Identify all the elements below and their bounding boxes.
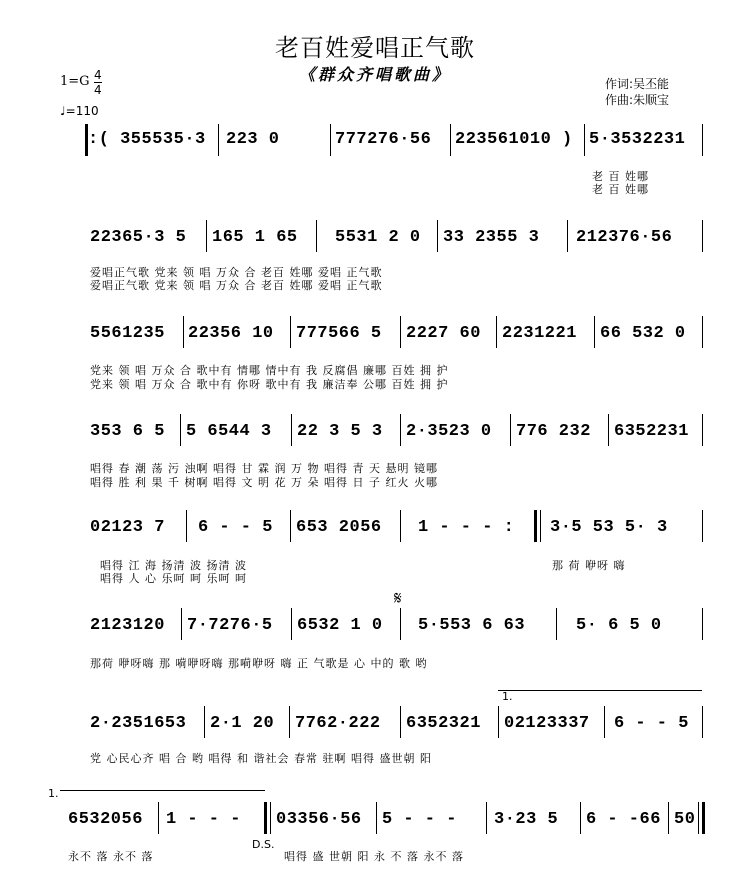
- time-signature-top: 4: [94, 68, 102, 82]
- lyric-line-8a: 永不 落 永不 落: [68, 850, 154, 863]
- barline: [702, 608, 703, 640]
- measure-2-5: 212376·56: [576, 228, 673, 247]
- lyric-line-1b: 老 百 姓哪: [592, 183, 649, 196]
- barline: [450, 124, 451, 156]
- barline: [290, 510, 291, 542]
- lyric-line-8b: 唱得 盛 世朝 阳 永 不 落 永不 落: [284, 850, 464, 863]
- measure-1-2: 223 0: [226, 130, 280, 149]
- measure-4-4: 2·3523 0: [406, 422, 492, 441]
- measure-8-3: 03356·56: [276, 810, 362, 829]
- lyric-line-1a: 老 百 姓哪: [592, 170, 649, 183]
- barline: [604, 706, 605, 738]
- measure-7-6: 6 - - 5: [614, 714, 689, 733]
- barline: [183, 316, 184, 348]
- barline: [186, 510, 187, 542]
- measure-6-4: 5·553 6 63: [418, 616, 526, 635]
- volta-last-label: 1.: [48, 787, 59, 800]
- measure-6-3: 6532 1 0: [297, 616, 383, 635]
- measure-6-5: 5· 6 5 0: [576, 616, 662, 635]
- barline: [316, 220, 317, 252]
- lyric-line-3a: 党来 领 唱 万众 合 歌中有 情哪 情中有 我 反腐倡 廉哪 百姓 拥 护: [90, 364, 449, 377]
- measure-2-2: 165 1 65: [212, 228, 298, 247]
- measure-3-4: 2227 60: [406, 324, 481, 343]
- time-signature-bottom: 4: [94, 83, 102, 97]
- measure-6-2: 7·7276·5: [187, 616, 273, 635]
- barline: [510, 414, 511, 446]
- lyric-line-2a: 爱唱正气歌 党来 领 唱 万众 合 老百 姓哪 爱唱 正气歌: [90, 266, 383, 279]
- barline: [206, 220, 207, 252]
- measure-5-4: 1 - - - :: [418, 518, 515, 537]
- barline: [496, 316, 497, 348]
- measure-6-1: 2123120: [90, 616, 165, 635]
- measure-1-4: 223561010 ): [455, 130, 573, 149]
- measure-5-2: 6 - - 5: [198, 518, 273, 537]
- barline: [290, 316, 291, 348]
- barline: [702, 124, 703, 156]
- song-subtitle: 《群众齐唱歌曲》: [298, 65, 451, 84]
- composer-credit: 作曲:朱顺宝: [605, 93, 670, 107]
- measure-1-5: 5·3532231: [589, 130, 686, 149]
- barline: [594, 316, 595, 348]
- lyric-line-4b: 唱得 胜 利 果 千 树啊 唱得 文 明 花 万 朵 唱得 日 子 红火 火哪: [90, 476, 438, 489]
- barline: [180, 414, 181, 446]
- barline: [668, 802, 669, 834]
- barline: [400, 316, 401, 348]
- measure-3-5: 2231221: [502, 324, 577, 343]
- measure-2-3: 5531 2 0: [335, 228, 421, 247]
- key-signature: 1=G: [60, 74, 90, 89]
- measure-3-1: 5561235: [90, 324, 165, 343]
- barline: [540, 510, 541, 542]
- final-barline-thin: [698, 802, 699, 834]
- lyricist-credit: 作词:吴丕能: [605, 77, 670, 91]
- barline: [702, 414, 703, 446]
- final-barline-thick: [702, 802, 705, 834]
- barline: [376, 802, 377, 834]
- barline: [218, 124, 219, 156]
- measure-8-5: 3·23 5: [494, 810, 559, 829]
- barline: [270, 802, 271, 834]
- measure-1-3: 777276·56: [335, 130, 432, 149]
- lyric-line-3b: 党来 领 唱 万众 合 歌中有 你呀 歌中有 我 廉洁奉 公哪 百姓 拥 护: [90, 378, 449, 391]
- measure-4-5: 776 232: [516, 422, 591, 441]
- lyric-line-4a: 唱得 春 潮 荡 污 浊啊 唱得 甘 霖 润 万 物 唱得 青 天 悬明 镜哪: [90, 462, 438, 475]
- time-signature: [94, 68, 102, 97]
- dal-segno-mark: D.S.: [252, 838, 275, 851]
- barline: [400, 706, 401, 738]
- measure-1-1: :( 355535·3: [88, 130, 206, 149]
- lyric-line-7: 党 心民心齐 唱 合 哟 唱得 和 谐社会 春常 驻啊 唱得 盛世朝 阳: [90, 752, 432, 765]
- measure-8-2: 1 - - -: [166, 810, 241, 829]
- measure-5-1: 02123 7: [90, 518, 165, 537]
- barline: [702, 510, 703, 542]
- barline: [400, 510, 401, 542]
- end-repeat-barline: [534, 510, 537, 542]
- measure-7-2: 2·1 20: [210, 714, 275, 733]
- barline: [702, 220, 703, 252]
- lyric-line-6: 那荷 咿呀嗨 那 嗬咿呀嗨 那嗬咿呀 嗨 正 气歌是 心 中的 歌 哟: [90, 657, 428, 670]
- measure-8-7: 50: [674, 810, 696, 829]
- measure-5-3: 653 2056: [296, 518, 382, 537]
- barline: [181, 608, 182, 640]
- barline: [400, 608, 401, 640]
- volta-1-label: 1.: [502, 690, 513, 703]
- measure-5-5: 3·5 53 5· 3: [550, 518, 668, 537]
- measure-7-3: 7762·222: [295, 714, 381, 733]
- barline: [702, 316, 703, 348]
- lyric-line-5b: 唱得 人 心 乐呵 呵 乐呵 呵: [100, 572, 247, 585]
- barline: [291, 608, 292, 640]
- measure-2-1: 22365·3 5: [90, 228, 187, 247]
- measure-3-6: 66 532 0: [600, 324, 686, 343]
- barline: [437, 220, 438, 252]
- barline: [486, 802, 487, 834]
- measure-4-1: 353 6 5: [90, 422, 165, 441]
- barline: [567, 220, 568, 252]
- barline: [702, 706, 703, 738]
- lyric-line-5a: 唱得 江 海 扬清 波 扬清 波: [100, 559, 247, 572]
- segno-sign: 𝄋: [394, 588, 402, 609]
- barline: [608, 414, 609, 446]
- barline: [498, 706, 499, 738]
- barline: [556, 608, 557, 640]
- measure-7-4: 6352321: [406, 714, 481, 733]
- measure-2-4: 33 2355 3: [443, 228, 540, 247]
- barline: [289, 706, 290, 738]
- measure-3-3: 777566 5: [296, 324, 382, 343]
- barline: [584, 124, 585, 156]
- measure-7-1: 2·2351653: [90, 714, 187, 733]
- barline: [291, 414, 292, 446]
- measure-8-4: 5 - - -: [382, 810, 457, 829]
- barline: [330, 124, 331, 156]
- volta-bracket-last: [60, 790, 265, 791]
- lyric-line-2b: 爱唱正气歌 党来 领 唱 万众 合 老百 姓哪 爱唱 正气歌: [90, 279, 383, 292]
- lyric-line-5c: 那 荷 咿呀 嗨: [552, 559, 626, 572]
- volta-bracket-1: [498, 690, 702, 691]
- ds-barline: [264, 802, 267, 834]
- measure-3-2: 22356 10: [188, 324, 274, 343]
- barline: [580, 802, 581, 834]
- measure-8-1: 6532056: [68, 810, 143, 829]
- measure-4-2: 5 6544 3: [186, 422, 272, 441]
- tempo-marking: ♩=110: [60, 104, 99, 118]
- barline: [400, 414, 401, 446]
- measure-7-5: 02123337: [504, 714, 590, 733]
- measure-4-6: 6352231: [614, 422, 689, 441]
- barline: [204, 706, 205, 738]
- song-title: 老百姓爱唱正气歌: [275, 34, 475, 62]
- measure-8-6: 6 - -66: [586, 810, 661, 829]
- barline: [158, 802, 159, 834]
- measure-4-3: 22 3 5 3: [297, 422, 383, 441]
